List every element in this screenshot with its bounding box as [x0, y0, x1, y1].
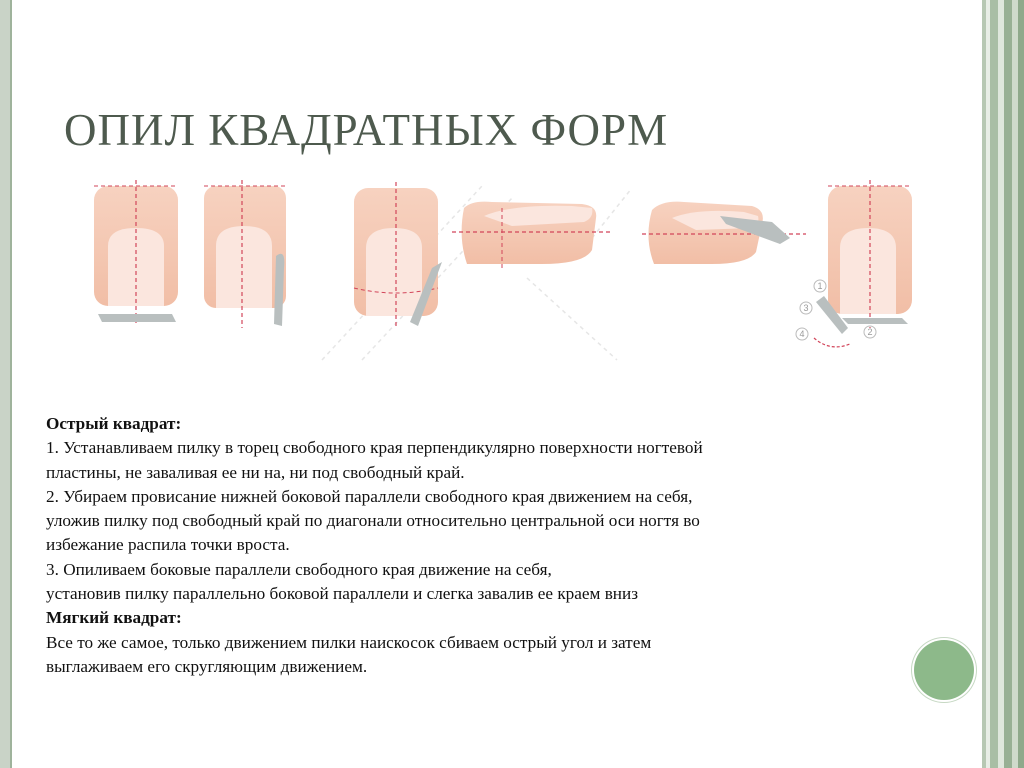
- sharp-line-5: избежание распила точки вроста.: [46, 535, 290, 555]
- nail-side-view-1: [452, 202, 612, 268]
- soft-square-heading: Мягкий квадрат:: [46, 608, 182, 628]
- svg-text:4: 4: [799, 329, 805, 339]
- step-marker-3: [800, 302, 812, 314]
- nail-figure-1: [94, 180, 178, 323]
- decorative-circle: [914, 640, 974, 700]
- sharp-square-heading: Острый квадрат:: [46, 414, 182, 433]
- svg-text:1: 1: [817, 281, 823, 291]
- nail-figure-4: [814, 180, 912, 347]
- left-frame-border: [0, 0, 12, 768]
- step-marker-2: [864, 326, 876, 338]
- sharp-line-4: уложив пилку под свободный край по диагонали относительно центральной оси ногтя во: [46, 511, 700, 531]
- nail-side-view-2: [642, 202, 806, 264]
- sharp-line-6: 3. Опиливаем боковые параллели свободного края движение на себя,: [46, 559, 552, 579]
- sharp-line-3: 2. Убираем провисание нижней боковой параллели свободного края движением на себя,: [46, 486, 693, 506]
- soft-line-2: выглаживаем его скругляющим движением.: [46, 656, 368, 676]
- nail-figure-3: [354, 182, 442, 328]
- instructions-text: [46, 412, 926, 679]
- sharp-line-1: 1. Устанавливаем пилку в торец свободного края перпендикулярно поверхности ногтевой: [46, 438, 703, 458]
- sharp-line-2: пластины, не заваливая ее ни на, ни под свободный край.: [46, 462, 465, 482]
- step-marker-4: [796, 328, 808, 340]
- nail-filing-illustration: [72, 178, 924, 368]
- svg-text:3: 3: [803, 303, 809, 313]
- slide-title: ОПИЛ КВАДРАТНЫХ ФОРМ: [64, 105, 669, 155]
- right-frame-border: [978, 0, 1024, 768]
- nail-figure-2: [204, 180, 286, 328]
- svg-text:2: 2: [867, 327, 873, 337]
- sharp-line-7: установив пилку параллельно боковой параллели и слегка завалив ее краем вниз: [46, 584, 638, 604]
- soft-line-1: Все то же самое, только движением пилки наискосок сбиваем острый угол и затем: [46, 632, 652, 652]
- step-marker-1: [814, 280, 826, 292]
